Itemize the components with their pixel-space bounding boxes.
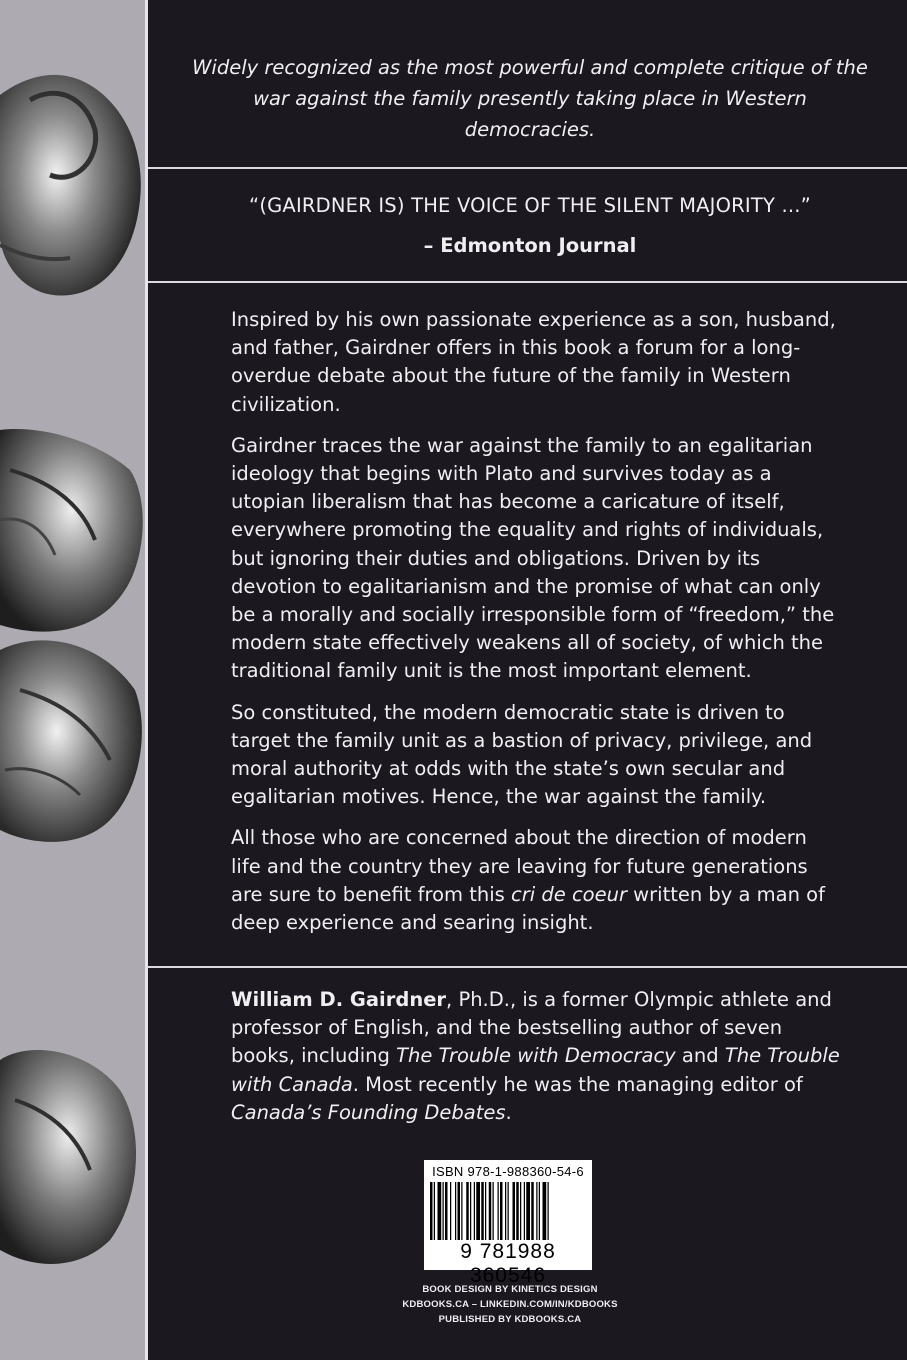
- barcode-bar: [500, 1182, 503, 1240]
- barcode-bar: [466, 1182, 469, 1240]
- barcode-bar: [516, 1182, 519, 1240]
- barcode-digits: 9 781988 360546: [460, 1240, 556, 1287]
- text-run: .: [505, 1100, 512, 1124]
- barcode-bar: [505, 1182, 506, 1240]
- barcode-bar: [445, 1182, 448, 1240]
- barcode-bar: [548, 1182, 549, 1240]
- isbn-barcode: [424, 1160, 592, 1287]
- barcode-bar: [520, 1182, 521, 1240]
- barcode-bar: [438, 1182, 442, 1240]
- quote-source: – Edmonton Journal: [423, 234, 637, 257]
- text-run: . Most recently he was the managing editor of: [352, 1072, 803, 1096]
- text-run: written by a man of deep experience and searing insight.: [231, 882, 825, 935]
- barcode-bar: [443, 1182, 444, 1240]
- barcode-bar: [539, 1182, 540, 1240]
- publisher-credits: [380, 1282, 640, 1327]
- barcode-bar: [531, 1182, 534, 1240]
- barcode-bar: [474, 1182, 475, 1240]
- author-name: William D. Gairdner: [231, 988, 447, 1011]
- description-paragraph: [231, 824, 841, 937]
- barcode-bar: [458, 1182, 461, 1240]
- divider-line: [148, 281, 907, 283]
- barcode-bars-icon: [430, 1182, 586, 1240]
- review-quote: “(GAIRDNER IS) THE VOICE OF THE SILENT MAJORITY ...”: [249, 194, 811, 217]
- divider-line: [148, 966, 907, 968]
- barcode-bar: [476, 1182, 480, 1240]
- book-title: The Trouble with Democracy: [396, 1044, 676, 1068]
- italic-phrase: cri de coeur: [511, 882, 627, 906]
- publisher-credit: PUBLISHED BY KDBOOKS.CA: [438, 1314, 582, 1325]
- description-paragraph: Gairdner traces the war against the family to an egalitarian ideology that begins with Plato and survives today as a utopian liberalism that has become a caricature of itself, everywhere promoting the equality and rights of individuals, but ignoring their duties and obligations. Driven by its devotion to egalitarianism and the promise of what can only be a morally and socially irresponsible form of “freedom,” the modern state effectively weakens all of society, of which the traditional family unit is the most important element.: [231, 433, 835, 683]
- text-run: All those who are concerned about the direction of modern life and the country they are leaving for future generations are sure to benefit from this: [231, 826, 808, 906]
- barcode-bar: [485, 1182, 486, 1240]
- statue-faces-image: [0, 0, 145, 1360]
- description-paragraph: So constituted, the modern democratic state is driven to target the family unit as a bastion of privacy, privilege, and moral authority at odds with the state’s own secular and egalitarian motives. Hence, the war against the family.: [231, 700, 813, 809]
- barcode-bar: [481, 1182, 484, 1240]
- text-run: , Ph.D., is a former Olympic athlete and professor of English, and the bestselling author of seven books, including: [231, 988, 832, 1068]
- barcode-bar: [461, 1182, 462, 1240]
- barcode-bar: [524, 1182, 525, 1240]
- text-run: and: [675, 1044, 725, 1068]
- author-bio: [231, 986, 841, 1127]
- barcode-bar: [470, 1182, 471, 1240]
- barcode-bar: [508, 1182, 509, 1240]
- barcode-bar: [493, 1182, 494, 1240]
- barcode-bar: [498, 1182, 499, 1240]
- barcode-bar: [430, 1182, 433, 1240]
- barcode-bar: [489, 1182, 492, 1240]
- cover-photo-strip: [0, 0, 145, 1360]
- publisher-links: KDBOOKS.CA – LINKEDIN.COM/IN/KDBOOKS: [402, 1299, 618, 1310]
- design-credit: BOOK DESIGN BY KINETICS DESIGN: [422, 1284, 598, 1295]
- book-title: Canada’s Founding Debates: [231, 1100, 506, 1124]
- book-title: The Trouble with Canada: [231, 1044, 840, 1096]
- isbn-number: ISBN 978-1-988360-54-6: [432, 1164, 584, 1179]
- barcode-bar: [543, 1182, 547, 1240]
- barcode-bar: [455, 1182, 456, 1240]
- bio-paragraph: [231, 986, 841, 1127]
- book-description: [231, 306, 841, 950]
- tagline: Widely recognized as the most powerful and complete critique of the war against the family presently taking place in Western democracies.: [192, 56, 868, 141]
- barcode-bar: [513, 1182, 516, 1240]
- description-paragraph: Inspired by his own passionate experience as a son, husband, and father, Gairdner offers in this book a forum for a long-overdue debate about the future of the family in Western civilization.: [231, 308, 836, 416]
- barcode-bar: [536, 1182, 537, 1240]
- divider-line: [148, 167, 907, 169]
- barcode-bar: [434, 1182, 435, 1240]
- barcode-bar: [526, 1182, 530, 1240]
- barcode-bar: [450, 1182, 451, 1240]
